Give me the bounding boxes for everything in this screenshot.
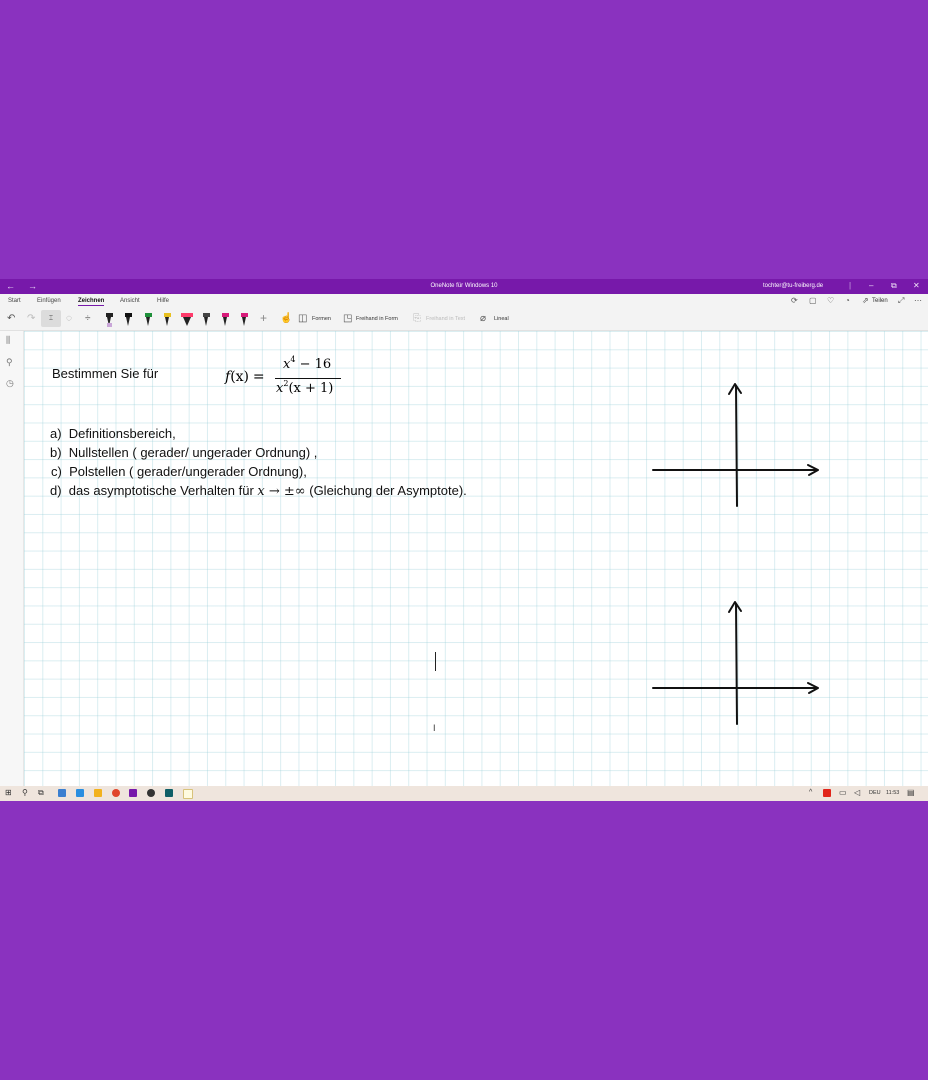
window-title: OneNote für Windows 10: [430, 283, 498, 289]
tray-chevron-icon[interactable]: ^: [809, 789, 813, 796]
onenote-icon[interactable]: [129, 789, 137, 797]
forward-arrow-icon[interactable]: →: [28, 281, 37, 291]
bell-icon[interactable]: ◔: [845, 296, 850, 305]
prompt-text: Bestimmen Sie für: [52, 366, 159, 381]
page-canvas[interactable]: [24, 331, 928, 786]
notebook-icon[interactable]: ▢: [809, 296, 817, 305]
fullscreen-icon[interactable]: ⤢: [898, 296, 905, 305]
ruler-icon[interactable]: ⌀: [480, 313, 487, 324]
task-view-icon[interactable]: ⧉: [38, 788, 44, 797]
undo-icon[interactable]: ↶: [7, 313, 16, 324]
redo-icon[interactable]: ↷: [27, 313, 36, 324]
coordinate-axes-1: [644, 376, 824, 516]
ruler-button[interactable]: Lineal: [494, 316, 509, 322]
formula-denominator: $x^2(x + 1)$: [276, 379, 334, 396]
browser-icon[interactable]: [112, 789, 120, 797]
volume-icon[interactable]: ◁: [854, 788, 861, 797]
clock[interactable]: 11:53: [886, 790, 900, 796]
ibeam-cursor-icon: I: [433, 723, 436, 733]
search-icon[interactable]: ⚲: [6, 357, 13, 367]
ink-to-shape-button[interactable]: Freihand in Form: [356, 316, 398, 322]
notification-icon[interactable]: ▤: [907, 788, 915, 797]
task-d: d) das asymptotische Verhalten für x → ±∞ (Gleichung der Asymptote).: [50, 483, 467, 499]
share-button[interactable]: Teilen: [872, 298, 888, 304]
explorer-icon[interactable]: [94, 789, 102, 797]
ink-to-text-icon[interactable]: ⎘: [413, 313, 421, 324]
task-b: b) Nullstellen ( gerader/ ungerader Ordnung) ,: [50, 445, 318, 460]
tab-zeichnen[interactable]: Zeichnen: [78, 298, 105, 304]
app-icon-2[interactable]: [76, 789, 84, 797]
insert-space-icon[interactable]: ÷: [85, 313, 91, 324]
ink-to-shape-icon[interactable]: ◳: [343, 313, 353, 324]
app-icon-5[interactable]: [183, 789, 193, 799]
titlebar-divider: |: [849, 281, 852, 290]
y-axis-arrowhead: [729, 384, 741, 394]
back-arrow-icon[interactable]: ←: [6, 281, 15, 291]
close-icon[interactable]: ✕: [913, 281, 920, 290]
account-email[interactable]: tochter@tu-freiberg.de: [763, 283, 824, 289]
y-axis-line: [736, 386, 737, 506]
draw-toolbar: [0, 306, 928, 331]
pen-4-icon[interactable]: [164, 313, 171, 327]
app-icon-3[interactable]: [147, 789, 155, 797]
lasso-icon[interactable]: ◌: [66, 313, 72, 324]
touch-draw-icon[interactable]: ☝: [280, 313, 293, 324]
pen-3-icon[interactable]: [145, 313, 152, 327]
sync-icon[interactable]: ⟳: [791, 296, 798, 305]
tab-start[interactable]: Start: [8, 298, 21, 304]
more-icon[interactable]: ⋯: [914, 296, 922, 305]
lightbulb-icon[interactable]: ♡: [827, 296, 835, 305]
formula-lhs: f(x) =: [225, 369, 265, 385]
add-pen-icon[interactable]: +: [260, 311, 268, 325]
share-icon[interactable]: ⇗: [862, 296, 869, 305]
pen-6-icon[interactable]: [203, 313, 210, 327]
left-nav-rail: [0, 331, 24, 786]
onenote-window: [0, 279, 928, 801]
pen-1-icon[interactable]: [106, 313, 113, 327]
taskbar-search-icon[interactable]: ⚲: [22, 788, 28, 797]
app-icon-4[interactable]: [165, 789, 173, 797]
shapes-button[interactable]: Formen: [312, 316, 331, 322]
task-c: c) Polstellen ( gerader/ungerader Ordnung),: [51, 464, 307, 479]
y-axis-line: [736, 604, 737, 724]
title-bar: [0, 279, 928, 294]
y-axis-arrowhead: [729, 602, 741, 612]
pen-7-icon[interactable]: [222, 313, 229, 327]
shapes-icon[interactable]: ◫: [298, 313, 308, 324]
recent-clock-icon[interactable]: ◷: [6, 378, 14, 388]
coordinate-axes-2: [644, 594, 824, 734]
pen-8-icon[interactable]: [241, 313, 248, 327]
ribbon-tabs: [0, 294, 928, 306]
tab-hilfe[interactable]: Hilfe: [157, 298, 170, 304]
network-icon[interactable]: ▭: [839, 788, 847, 797]
text-cursor: [435, 652, 436, 671]
tab-einfuegen[interactable]: Einfügen: [37, 298, 61, 304]
windows-taskbar: [0, 786, 928, 801]
language-indicator[interactable]: DEU: [869, 790, 881, 796]
pen-2-icon[interactable]: [125, 313, 132, 327]
ink-to-text-button[interactable]: Freihand in Text: [426, 316, 466, 322]
tab-ansicht[interactable]: Ansicht: [120, 298, 140, 304]
minimize-icon[interactable]: –: [869, 281, 874, 290]
start-icon[interactable]: ⊞: [5, 788, 12, 797]
notebooks-icon[interactable]: ⫼: [6, 335, 11, 345]
highlighter-icon[interactable]: [181, 313, 193, 327]
tray-app-icon[interactable]: [823, 789, 831, 797]
task-a: a) Definitionsbereich,: [50, 426, 176, 441]
restore-icon[interactable]: ⧉: [891, 281, 897, 290]
formula-numerator: $x^4 - 16$: [283, 355, 332, 372]
app-icon-1[interactable]: [58, 789, 66, 797]
type-select-tool-icon[interactable]: ⌶: [41, 310, 61, 327]
